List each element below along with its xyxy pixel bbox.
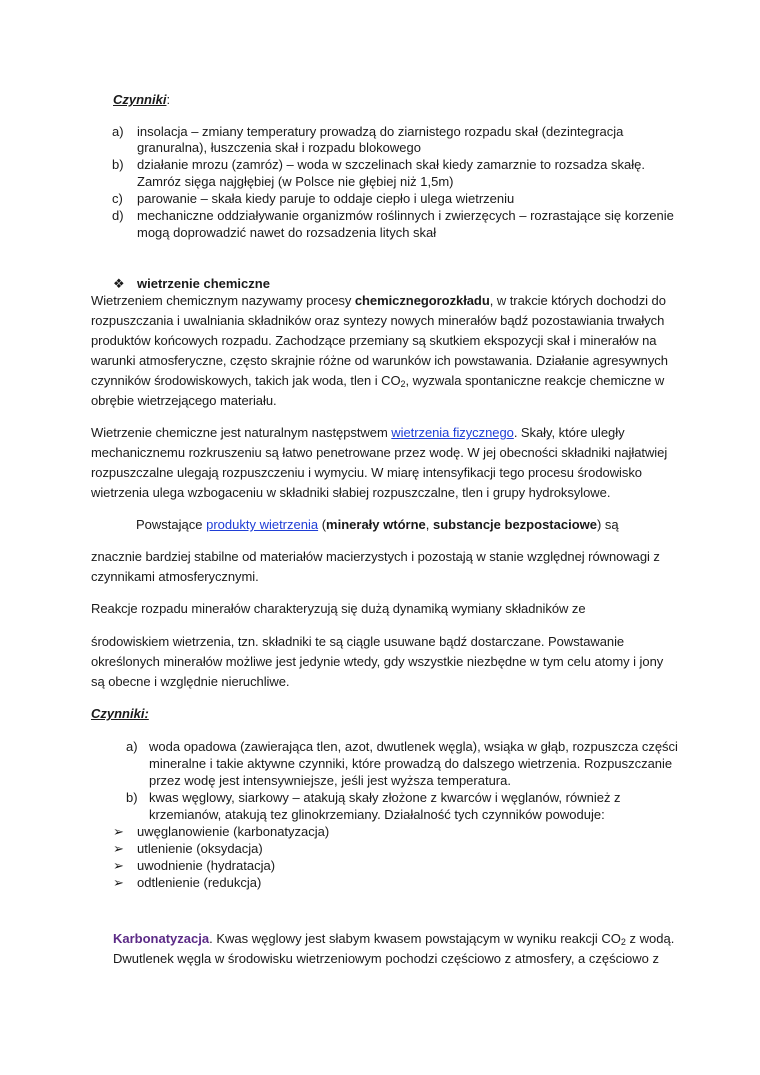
list-item-text: utlenienie (oksydacja) [137,841,263,856]
list-item-text: granuralna), łuszczenia skał i rozpadu blokowego [137,140,421,155]
list-item-text: uwodnienie (hydratacja) [137,858,276,873]
list-item-text: parowanie – skała kiedy paruje to oddaje ciepło i ulega wietrzeniu [137,191,515,206]
list-item-text: krzemianów, atakują tez glinokrzemiany. Działalność tych czynników powoduje: [149,807,605,822]
paragraph-line: są obecne i względnie nieruchliwe. [91,674,290,689]
subsection-title: wietrzenie chemiczne [137,276,270,291]
paragraph-line: Powstające produkty wietrzenia (minerały wtórne, substancje bezpostaciowe) są [136,517,619,532]
list-label: c) [112,191,123,206]
term-karbonatyzacja: Karbonatyzacja [113,931,210,946]
list-item-text: mechaniczne oddziaływanie organizmów roślinnych i zwierzęcych – rozrastające się korzenie [137,208,674,223]
arrow-bullet-icon: ➢ [113,841,124,856]
paragraph-line: obrębie wietrzejącego materiału. [91,393,277,408]
list-item-text: insolacja – zmiany temperatury prowadzą do ziarnistego rozpadu skał (dezintegracja [137,124,624,139]
list-label: a) [126,739,138,754]
paragraph-line: czynników środowiskowych, takich jak woda, tlen i $CO_2$, wyzwala spontaniczne reakcje chemiczne w [91,373,665,389]
paragraph-line: Wietrzeniem chemicznym nazywamy procesy chemicznegorozkładu, w trakcie których dochodzi do [91,293,666,308]
list-item-text: Zamróz sięga najgłębiej (w Polsce nie głębiej niż 1,5m) [137,174,454,189]
section-heading: Czynniki: [91,706,149,721]
arrow-bullet-icon: ➢ [113,875,124,890]
paragraph-line: znacznie bardziej stabilne od materiałów macierzystych i pozostają w stanie względnej równowagi z [91,549,660,564]
arrow-bullet-icon: ➢ [113,858,124,873]
list-item-text: przez wodę jest intensywniejsze, jeśli jest wyższa temperatura. [149,773,511,788]
list-item-text: odtlenienie (redukcja) [137,875,262,890]
arrow-bullet-icon: ➢ [113,824,124,839]
paragraph-line: wietrzenia ulega wzbogaceniu w składniki słabiej rozpuszczalne, tlen i grupy hydroksylowe. [91,485,611,500]
paragraph-line: mechanicznemu rozkruszeniu są łatwo penetrowane przez wodę. W jej obecności składniki najłatwiej [91,445,668,460]
list-label: b) [126,790,138,805]
list-label: b) [112,157,124,172]
list-item-text: mogą doprowadzić nawet do rozsadzenia litych skał [137,225,437,240]
link-produkty-wietrzenia[interactable]: produkty wietrzenia [206,517,319,532]
paragraph-line: czynnikami atmosferycznymi. [91,569,259,584]
paragraph-line: produktów końcowych rozpadu. Zachodzące przemiany są skutkiem ekspozycji skał i minerałów na [91,333,657,348]
list-item-text: uwęglanowienie (karbonatyzacja) [137,824,330,839]
list-item-text: kwas węglowy, siarkowy – atakują skały złożone z kwarców i węglanów, również z [149,790,621,805]
list-label: d) [112,208,124,223]
list-item-text: działanie mrozu (zamróz) – woda w szczelinach skał kiedy zamarznie to rozsadza skałę. [137,157,645,172]
link-wietrzenia-fizycznego[interactable]: wietrzenia fizycznego [391,425,514,440]
paragraph-line: Dwutlenek węgla w środowisku wietrzeniowym pochodzi częściowo z atmosfery, a częściowo z [113,951,659,966]
paragraph-line: środowiskiem wietrzenia, tzn. składniki te są ciągle usuwane bądź dostarczane. Powstawanie [91,634,625,649]
list-item-text: mineralne i takie aktywne czynniki, które prowadzą do dalszego wietrzenia. Rozpuszczanie [149,756,673,771]
list-item-text: woda opadowa (zawierająca tlen, azot, dwutlenek węgla), wsiąka w głąb, rozpuszcza części [149,739,678,754]
paragraph-line: Reakcje rozpadu minerałów charakteryzują się dużą dynamiką wymiany składników ze [91,601,586,616]
list-label: a) [112,124,124,139]
section-heading: Czynniki: [113,92,171,107]
paragraph-line: określonych minerałów możliwe jest jedynie wtedy, gdy wszystkie niezbędne w tym celu atomy i jony [91,654,664,669]
paragraph-line: warunki atmosferyczne, często skrajnie różne od warunków ich powstawania. Działanie agresywnych [91,353,668,368]
paragraph-line: rozpuszczalne ulegają rozpuszczeniu i wymyciu. W miarę intensyfikacji tego procesu środowisko [91,465,642,480]
diamond-bullet-icon: ❖ [113,276,125,291]
paragraph-line: rozpuszczania i uwalniania składników oraz syntezy nowych minerałów bądź pozostawiania trwałych [91,313,665,328]
paragraph-line: Karbonatyzacja. Kwas węglowy jest słabym kwasem powstającym w wyniku reakcji $CO_2$ z wodą. [113,931,675,947]
paragraph-line: Wietrzenie chemiczne jest naturalnym następstwem wietrzenia fizycznego. Skały, które uległy [91,425,625,440]
